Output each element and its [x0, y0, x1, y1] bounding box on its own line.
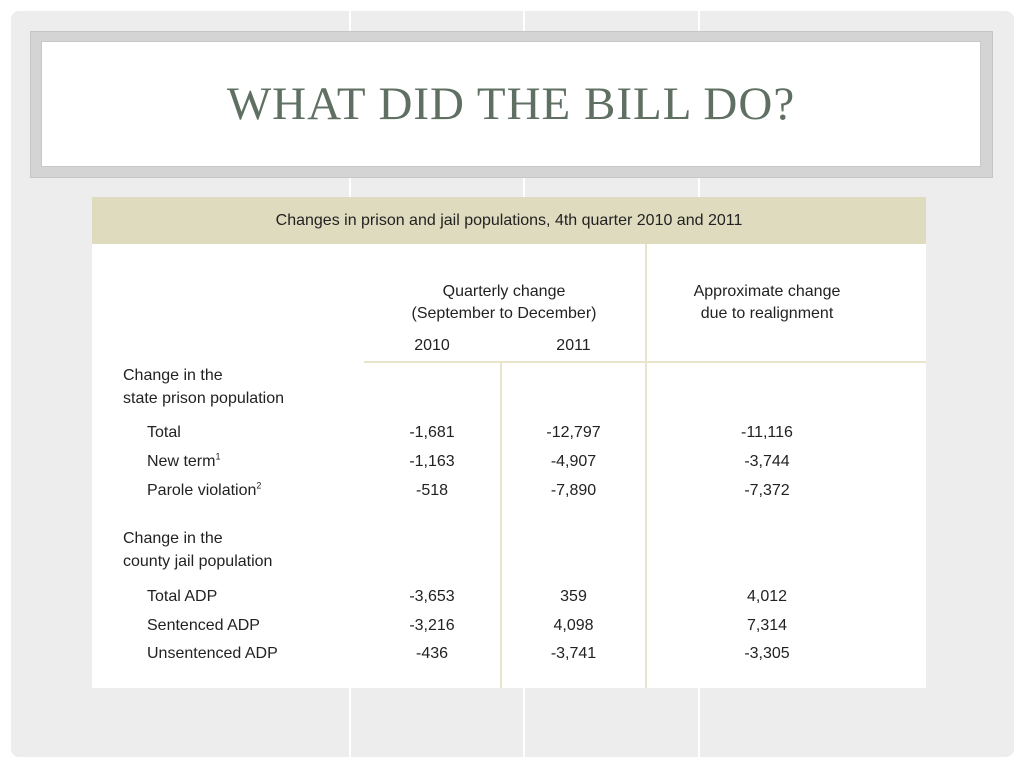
header-quarterly-line1: Quarterly change [442, 283, 566, 300]
header-quarterly-line2: (September to December) [411, 305, 597, 322]
header-realign-line2: due to realignment [700, 305, 834, 322]
section-label-line2: state prison population [123, 390, 284, 407]
row-value-2011: -12,797 [546, 424, 601, 441]
section-label-line1: Change in the [123, 530, 223, 547]
header-realign-line1: Approximate change [693, 283, 841, 300]
row-value-realign: -7,372 [744, 482, 790, 499]
row-value-realign: -11,116 [741, 424, 793, 441]
row-value-2010: -3,216 [409, 617, 455, 634]
table-title: Changes in prison and jail populations, 4th quarter 2010 and 2011 [92, 197, 926, 244]
footnote-marker: 2 [256, 480, 262, 491]
row-label: Unsentenced ADP [147, 645, 278, 662]
row-value-2011: 4,098 [553, 617, 594, 634]
row-value-2010: -518 [415, 482, 449, 499]
header-year-2010: 2010 [414, 337, 450, 354]
divider-h-header [364, 361, 926, 363]
row-label: Sentenced ADP [147, 617, 260, 634]
slide-title: WHAT DID THE BILL DO? [226, 78, 796, 130]
row-label: Parole violation$^2$ [147, 480, 262, 499]
row-label: New term$^1$ [147, 451, 221, 470]
footnote-marker: 1 [215, 451, 221, 462]
row-label: Total ADP [147, 588, 218, 605]
row-value-2011: -7,890 [550, 482, 597, 499]
row-value-2011: -4,907 [550, 453, 597, 470]
row-value-2010: -436 [415, 645, 449, 662]
row-value-realign: -3,305 [744, 645, 790, 662]
row-label: Total [147, 424, 181, 441]
population-table [92, 197, 926, 688]
row-value-2011: 359 [560, 588, 587, 605]
row-value-2011: -3,741 [550, 645, 597, 662]
row-value-2010: -1,681 [409, 424, 455, 441]
divider-v-2011 [500, 362, 502, 688]
title-box [41, 41, 981, 167]
row-value-realign: 4,012 [746, 588, 788, 605]
section-label-line1: Change in the [123, 367, 223, 384]
row-value-2010: -1,163 [409, 453, 455, 470]
header-year-2011: 2011 [556, 337, 591, 354]
row-value-2010: -3,653 [409, 588, 455, 605]
row-value-realign: -3,744 [744, 453, 790, 470]
row-value-realign: 7,314 [746, 617, 788, 634]
section-label-line2: county jail population [123, 553, 273, 570]
slide [11, 11, 1014, 757]
